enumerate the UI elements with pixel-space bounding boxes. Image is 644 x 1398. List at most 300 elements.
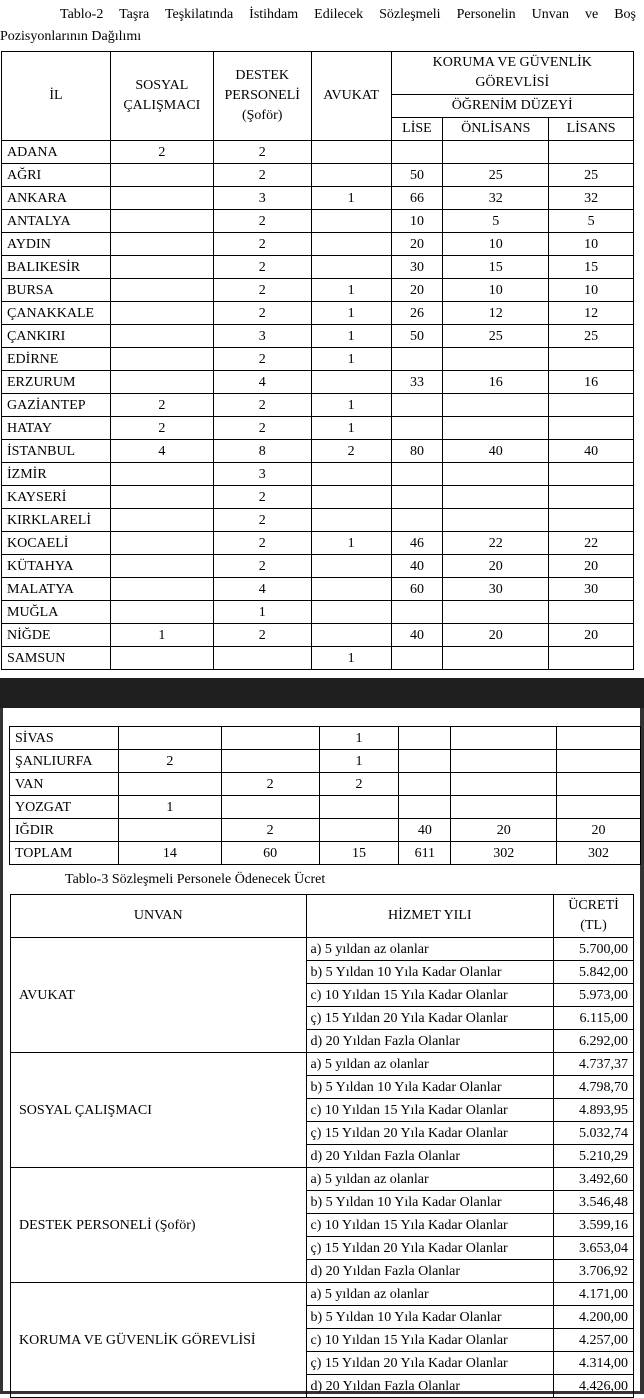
wage-cell: 4.737,37	[554, 1053, 634, 1076]
header-koruma: KORUMA VE GÜVENLİK GÖREVLİSİ	[391, 52, 633, 95]
table-row	[10, 750, 641, 773]
service-year-cell: d) 20 Yıldan Fazla Olanlar	[306, 1030, 554, 1053]
count-cell	[391, 486, 443, 509]
service-year-cell: ç) 15 Yıldan 20 Yıla Kadar Olanlar	[306, 1007, 554, 1030]
header-lise: LİSE	[391, 118, 443, 141]
count-cell	[110, 371, 213, 394]
count-cell	[319, 796, 399, 819]
count-cell	[221, 750, 319, 773]
province-cell: EDİRNE	[2, 348, 111, 371]
province-cell: KIRKLARELİ	[2, 509, 111, 532]
count-cell: 611	[399, 842, 451, 865]
count-cell	[399, 727, 451, 750]
count-cell	[110, 187, 213, 210]
count-cell: 20	[451, 819, 557, 842]
count-cell	[110, 210, 213, 233]
count-cell	[557, 796, 641, 819]
count-cell	[549, 509, 634, 532]
table-row	[2, 141, 634, 164]
count-cell: 1	[311, 394, 391, 417]
count-cell	[311, 555, 391, 578]
title-cell: KORUMA VE GÜVENLİK GÖREVLİSİ	[11, 1283, 307, 1398]
table-row	[2, 555, 634, 578]
count-cell	[311, 233, 391, 256]
count-cell: 10	[549, 233, 634, 256]
table-row	[11, 938, 634, 961]
count-cell: 60	[221, 842, 319, 865]
count-cell: 2	[213, 624, 311, 647]
count-cell: 20	[557, 819, 641, 842]
count-cell: 22	[443, 532, 549, 555]
count-cell: 2	[221, 773, 319, 796]
count-cell	[443, 509, 549, 532]
service-year-cell: b) 5 Yıldan 10 Yıla Kadar Olanlar	[306, 1076, 554, 1099]
count-cell: 2	[213, 555, 311, 578]
count-cell: 32	[549, 187, 634, 210]
table-row	[10, 773, 641, 796]
count-cell	[549, 601, 634, 624]
count-cell: 20	[443, 624, 549, 647]
count-cell	[451, 727, 557, 750]
count-cell	[557, 727, 641, 750]
count-cell	[399, 750, 451, 773]
table-row	[2, 233, 634, 256]
count-cell: 60	[391, 578, 443, 601]
table-row	[2, 256, 634, 279]
count-cell	[549, 417, 634, 440]
count-cell: 1	[319, 727, 399, 750]
count-cell	[110, 164, 213, 187]
count-cell: 8	[213, 440, 311, 463]
count-cell: 1	[311, 647, 391, 670]
count-cell: 302	[451, 842, 557, 865]
count-cell: 1	[319, 750, 399, 773]
province-cell: KOCAELİ	[2, 532, 111, 555]
count-cell: 40	[391, 624, 443, 647]
table3-wages	[10, 894, 634, 1398]
count-cell	[451, 750, 557, 773]
count-cell: 15	[319, 842, 399, 865]
table-row	[2, 509, 634, 532]
count-cell	[110, 325, 213, 348]
table-row	[2, 348, 634, 371]
count-cell: 2	[221, 819, 319, 842]
province-cell: KAYSERİ	[2, 486, 111, 509]
header-il: İL	[2, 52, 111, 141]
table-row	[11, 1283, 634, 1306]
count-cell	[110, 532, 213, 555]
count-cell: 12	[443, 302, 549, 325]
count-cell	[557, 773, 641, 796]
count-cell: 1	[110, 624, 213, 647]
count-cell	[443, 486, 549, 509]
count-cell: 1	[311, 532, 391, 555]
count-cell: 32	[443, 187, 549, 210]
table-row	[2, 164, 634, 187]
wage-cell: 6.115,00	[554, 1007, 634, 1030]
count-cell: 2	[213, 302, 311, 325]
province-cell: YOZGAT	[10, 796, 119, 819]
service-year-cell: c) 10 Yıldan 15 Yıla Kadar Olanlar	[306, 1099, 554, 1122]
count-cell	[311, 141, 391, 164]
count-cell	[391, 394, 443, 417]
table-row	[11, 1053, 634, 1076]
count-cell	[443, 647, 549, 670]
table2-caption-line2: Pozisyonlarının Dağılımı	[0, 29, 142, 44]
count-cell: 30	[391, 256, 443, 279]
count-cell: 2	[110, 394, 213, 417]
table2-caption	[0, 4, 636, 48]
wage-cell: 3.599,16	[554, 1214, 634, 1237]
count-cell: 3	[213, 463, 311, 486]
province-cell: ÇANKIRI	[2, 325, 111, 348]
header-sosyal: SOSYAL ÇALIŞMACI	[110, 52, 213, 141]
count-cell	[221, 796, 319, 819]
count-cell: 3	[213, 325, 311, 348]
count-cell	[110, 555, 213, 578]
wage-cell: 4.257,00	[554, 1329, 634, 1352]
province-cell: AYDIN	[2, 233, 111, 256]
service-year-cell: b) 5 Yıldan 10 Yıla Kadar Olanlar	[306, 1306, 554, 1329]
service-year-cell: ç) 15 Yıldan 20 Yıla Kadar Olanlar	[306, 1352, 554, 1375]
title-cell: SOSYAL ÇALIŞMACI	[11, 1053, 307, 1168]
count-cell: 30	[549, 578, 634, 601]
count-cell: 2	[213, 256, 311, 279]
header-ucret: ÜCRETİ (TL)	[554, 895, 634, 938]
table-row	[2, 210, 634, 233]
header-ogrenim: ÖĞRENİM DÜZEYİ	[391, 95, 633, 118]
wage-cell: 5.210,29	[554, 1145, 634, 1168]
count-cell	[118, 773, 221, 796]
province-cell: ADANA	[2, 141, 111, 164]
table-row	[2, 647, 634, 670]
count-cell	[311, 601, 391, 624]
count-cell	[391, 647, 443, 670]
wage-cell: 3.653,04	[554, 1237, 634, 1260]
service-year-cell: b) 5 Yıldan 10 Yıla Kadar Olanlar	[306, 961, 554, 984]
count-cell	[549, 486, 634, 509]
count-cell	[391, 509, 443, 532]
count-cell: 66	[391, 187, 443, 210]
count-cell: 2	[213, 279, 311, 302]
count-cell	[391, 601, 443, 624]
province-cell: MALATYA	[2, 578, 111, 601]
count-cell: 25	[443, 164, 549, 187]
header-hizmet: HİZMET YILI	[306, 895, 554, 938]
wage-cell: 3.546,48	[554, 1191, 634, 1214]
province-cell: ÇANAKKALE	[2, 302, 111, 325]
count-cell	[110, 348, 213, 371]
wage-cell: 4.798,70	[554, 1076, 634, 1099]
count-cell: 15	[443, 256, 549, 279]
count-cell: 20	[549, 624, 634, 647]
table3-caption: Tablo-3 Sözleşmeli Personele Ödenecek Ücret	[65, 872, 326, 887]
count-cell: 2	[110, 417, 213, 440]
count-cell: 1	[311, 348, 391, 371]
province-cell: İZMİR	[2, 463, 111, 486]
count-cell: 1	[311, 187, 391, 210]
service-year-cell: b) 5 Yıldan 10 Yıla Kadar Olanlar	[306, 1191, 554, 1214]
table2-continuation	[9, 726, 641, 865]
table2-distribution	[1, 51, 634, 670]
count-cell: 20	[391, 233, 443, 256]
count-cell: 3	[213, 187, 311, 210]
count-cell	[311, 164, 391, 187]
count-cell	[391, 141, 443, 164]
service-year-cell: d) 20 Yıldan Fazla Olanlar	[306, 1145, 554, 1168]
service-year-cell: d) 20 Yıldan Fazla Olanlar	[306, 1260, 554, 1283]
count-cell: 2	[213, 509, 311, 532]
count-cell: 40	[443, 440, 549, 463]
count-cell	[110, 463, 213, 486]
province-cell: GAZİANTEP	[2, 394, 111, 417]
province-cell: ERZURUM	[2, 371, 111, 394]
wage-cell: 4.314,00	[554, 1352, 634, 1375]
count-cell: 25	[549, 164, 634, 187]
count-cell: 2	[213, 141, 311, 164]
count-cell: 46	[391, 532, 443, 555]
page-bottom	[0, 708, 644, 1394]
count-cell	[549, 348, 634, 371]
count-cell	[110, 302, 213, 325]
count-cell: 2	[213, 532, 311, 555]
service-year-cell: a) 5 yıldan az olanlar	[306, 1283, 554, 1306]
header-destek: DESTEK PERSONELİ (Şoför)	[213, 52, 311, 141]
count-cell: 33	[391, 371, 443, 394]
province-cell: AĞRI	[2, 164, 111, 187]
service-year-cell: c) 10 Yıldan 15 Yıla Kadar Olanlar	[306, 1214, 554, 1237]
count-cell: 10	[391, 210, 443, 233]
count-cell	[443, 141, 549, 164]
wage-cell: 3.492,60	[554, 1168, 634, 1191]
wage-cell: 3.706,92	[554, 1260, 634, 1283]
count-cell	[311, 578, 391, 601]
province-cell: TOPLAM	[10, 842, 119, 865]
table-row	[2, 302, 634, 325]
count-cell: 2	[311, 440, 391, 463]
count-cell: 30	[443, 578, 549, 601]
count-cell: 5	[443, 210, 549, 233]
count-cell: 2	[213, 164, 311, 187]
count-cell: 2	[213, 394, 311, 417]
count-cell	[311, 210, 391, 233]
province-cell: NİĞDE	[2, 624, 111, 647]
count-cell: 20	[549, 555, 634, 578]
count-cell	[451, 773, 557, 796]
count-cell	[311, 509, 391, 532]
count-cell	[549, 394, 634, 417]
count-cell: 10	[443, 279, 549, 302]
service-year-cell: ç) 15 Yıldan 20 Yıla Kadar Olanlar	[306, 1237, 554, 1260]
wage-cell: 4.171,00	[554, 1283, 634, 1306]
count-cell	[110, 647, 213, 670]
title-cell: AVUKAT	[11, 938, 307, 1053]
wage-cell: 4.200,00	[554, 1306, 634, 1329]
service-year-cell: d) 20 Yıldan Fazla Olanlar	[306, 1375, 554, 1398]
header-onlisans: ÖNLİSANS	[443, 118, 549, 141]
count-cell	[443, 601, 549, 624]
province-cell: BURSA	[2, 279, 111, 302]
count-cell	[311, 624, 391, 647]
count-cell: 26	[391, 302, 443, 325]
table-row	[2, 578, 634, 601]
count-cell	[443, 394, 549, 417]
province-cell: SİVAS	[10, 727, 119, 750]
count-cell: 15	[549, 256, 634, 279]
table-row	[2, 486, 634, 509]
province-cell: VAN	[10, 773, 119, 796]
count-cell	[549, 141, 634, 164]
count-cell: 1	[118, 796, 221, 819]
province-cell: ŞANLIURFA	[10, 750, 119, 773]
wage-cell: 5.842,00	[554, 961, 634, 984]
count-cell	[110, 601, 213, 624]
count-cell	[399, 773, 451, 796]
count-cell	[110, 578, 213, 601]
count-cell	[213, 647, 311, 670]
count-cell	[443, 348, 549, 371]
count-cell	[311, 463, 391, 486]
service-year-cell: a) 5 yıldan az olanlar	[306, 1053, 554, 1076]
count-cell: 16	[549, 371, 634, 394]
service-year-cell: ç) 15 Yıldan 20 Yıla Kadar Olanlar	[306, 1122, 554, 1145]
count-cell: 302	[557, 842, 641, 865]
province-cell: İSTANBUL	[2, 440, 111, 463]
count-cell: 2	[118, 750, 221, 773]
count-cell: 25	[443, 325, 549, 348]
count-cell: 2	[213, 348, 311, 371]
count-cell	[443, 417, 549, 440]
service-year-cell: a) 5 yıldan az olanlar	[306, 1168, 554, 1191]
count-cell: 40	[399, 819, 451, 842]
province-cell: KÜTAHYA	[2, 555, 111, 578]
header-unvan: UNVAN	[11, 895, 307, 938]
count-cell: 12	[549, 302, 634, 325]
count-cell	[443, 463, 549, 486]
province-cell: HATAY	[2, 417, 111, 440]
count-cell	[110, 256, 213, 279]
count-cell: 2	[213, 233, 311, 256]
table-row	[10, 796, 641, 819]
count-cell: 14	[118, 842, 221, 865]
page-separator	[0, 678, 644, 708]
count-cell: 1	[311, 325, 391, 348]
count-cell	[391, 417, 443, 440]
count-cell: 20	[443, 555, 549, 578]
count-cell: 4	[213, 371, 311, 394]
count-cell: 1	[311, 417, 391, 440]
service-year-cell: a) 5 yıldan az olanlar	[306, 938, 554, 961]
count-cell: 1	[311, 302, 391, 325]
count-cell	[557, 750, 641, 773]
count-cell: 2	[213, 210, 311, 233]
count-cell	[221, 727, 319, 750]
table-row	[2, 463, 634, 486]
count-cell: 1	[311, 279, 391, 302]
count-cell	[110, 279, 213, 302]
count-cell: 2	[213, 486, 311, 509]
count-cell: 40	[391, 555, 443, 578]
count-cell	[399, 796, 451, 819]
table-row	[2, 624, 634, 647]
province-cell: ANTALYA	[2, 210, 111, 233]
table-row	[11, 1168, 634, 1191]
province-cell: IĞDIR	[10, 819, 119, 842]
count-cell: 4	[213, 578, 311, 601]
count-cell: 16	[443, 371, 549, 394]
page-top	[0, 0, 644, 678]
wage-cell: 5.032,74	[554, 1122, 634, 1145]
count-cell: 5	[549, 210, 634, 233]
count-cell: 4	[110, 440, 213, 463]
count-cell	[118, 727, 221, 750]
count-cell: 40	[549, 440, 634, 463]
table-row	[2, 371, 634, 394]
table-row	[2, 601, 634, 624]
wage-cell: 6.292,00	[554, 1030, 634, 1053]
count-cell	[110, 486, 213, 509]
table-row	[2, 325, 634, 348]
count-cell	[311, 256, 391, 279]
service-year-cell: c) 10 Yıldan 15 Yıla Kadar Olanlar	[306, 1329, 554, 1352]
count-cell: 2	[213, 417, 311, 440]
count-cell: 20	[391, 279, 443, 302]
count-cell: 1	[213, 601, 311, 624]
province-cell: ANKARA	[2, 187, 111, 210]
count-cell	[311, 371, 391, 394]
count-cell: 22	[549, 532, 634, 555]
table-row	[10, 819, 641, 842]
count-cell: 25	[549, 325, 634, 348]
count-cell	[549, 463, 634, 486]
province-cell: SAMSUN	[2, 647, 111, 670]
count-cell: 10	[443, 233, 549, 256]
province-cell: MUĞLA	[2, 601, 111, 624]
table2-caption-line1: Tablo-2 Taşra Teşkilatında İstihdam Edilecek Sözleşmeli Personelin Unvan ve Boş	[60, 7, 636, 22]
count-cell	[319, 819, 399, 842]
service-year-cell: c) 10 Yıldan 15 Yıla Kadar Olanlar	[306, 984, 554, 1007]
table-row	[10, 727, 641, 750]
table-row	[2, 394, 634, 417]
table-row	[2, 440, 634, 463]
header-lisans: LİSANS	[549, 118, 634, 141]
table-row	[2, 532, 634, 555]
header-avukat: AVUKAT	[311, 52, 391, 141]
count-cell: 80	[391, 440, 443, 463]
count-cell: 10	[549, 279, 634, 302]
wage-cell: 4.893,95	[554, 1099, 634, 1122]
table-row	[2, 417, 634, 440]
count-cell: 2	[319, 773, 399, 796]
table-row	[2, 279, 634, 302]
table-row	[2, 187, 634, 210]
wage-cell: 5.700,00	[554, 938, 634, 961]
count-cell	[311, 486, 391, 509]
wage-cell: 5.973,00	[554, 984, 634, 1007]
count-cell	[110, 509, 213, 532]
count-cell	[391, 348, 443, 371]
wage-cell: 4.426,00	[554, 1375, 634, 1398]
count-cell	[118, 819, 221, 842]
province-cell: BALIKESİR	[2, 256, 111, 279]
count-cell: 50	[391, 164, 443, 187]
count-cell	[391, 463, 443, 486]
count-cell	[549, 647, 634, 670]
count-cell: 2	[110, 141, 213, 164]
count-cell	[451, 796, 557, 819]
count-cell	[110, 233, 213, 256]
title-cell: DESTEK PERSONELİ (Şoför)	[11, 1168, 307, 1283]
